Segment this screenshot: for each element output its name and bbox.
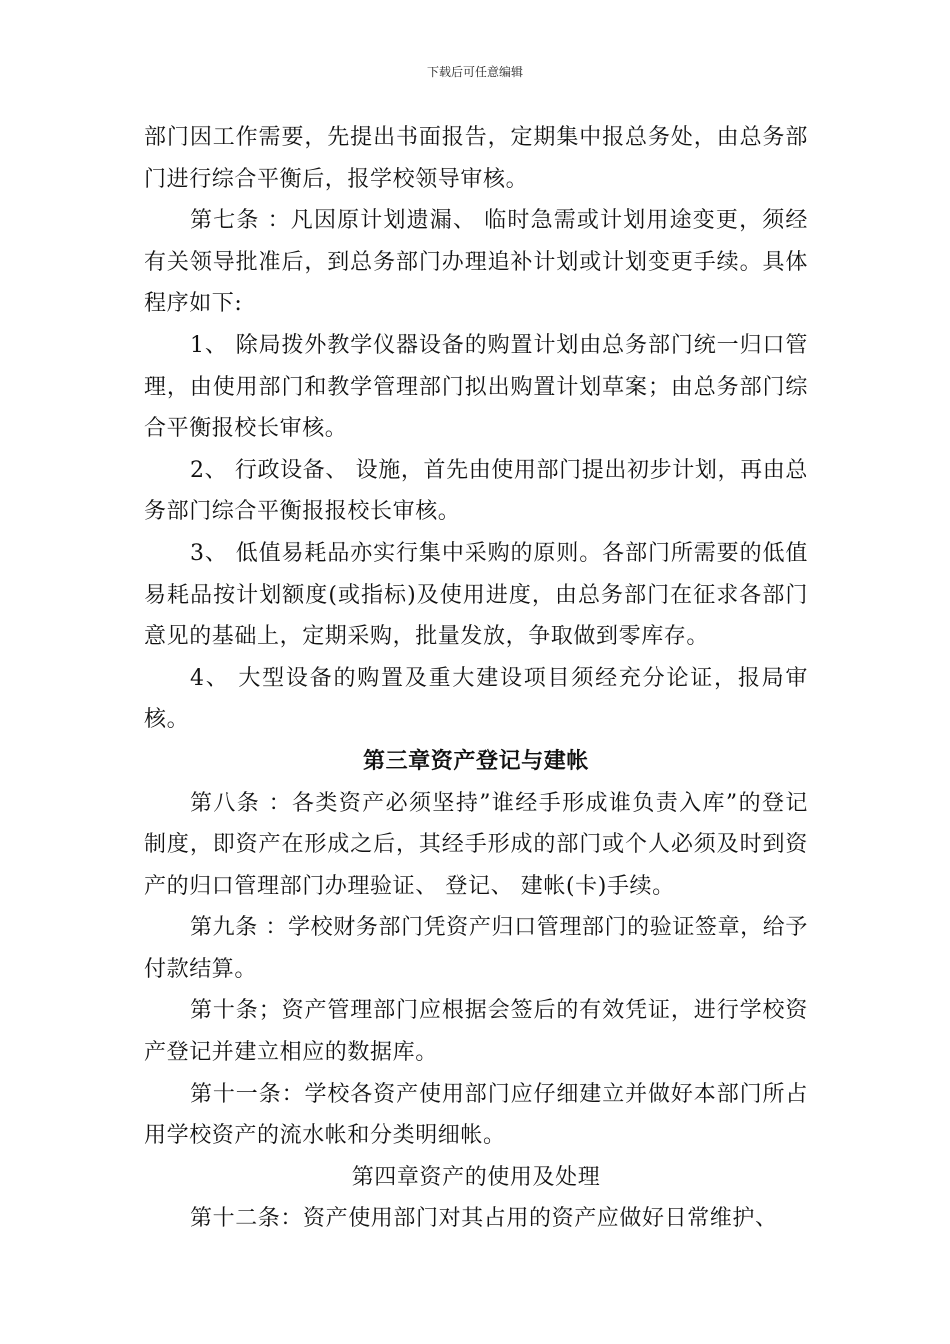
paragraph-article-10: 第十条；资产管理部门应根据会签后的有效凭证，进行学校资产登记并建立相应的数据库。 [144,998,808,1066]
paragraph-article-12: 第十二条：资产使用部门对其占用的资产应做好日常维护、 [190,1206,778,1232]
paragraph-item-1: 1、 除局拨外教学仪器设备的购置计划由总务部门统一归口管理，由使用部门和教学管理部门拟出购置计划草案；由总务部门综合平衡报校长审核。 [144,332,808,442]
paragraph-item-2: 2、 行政设备、 设施，首先由使用部门提出初步计划，再由总务部门综合平衡报报校长审核。 [144,457,808,525]
document-body [144,117,808,1240]
paragraph-continuation: 部门因工作需要，先提出书面报告，定期集中报总务处，由总务部门进行综合平衡后，报学校领导审核。 [144,125,808,192]
page-header: 下载后可任意编辑 [426,65,523,79]
paragraph-item-4: 4、 大型设备的购置及重大建设项目须经充分论证，报局审核。 [144,665,808,733]
paragraph-article-8: 第八条 ：各类资产必须坚持”谁经手形成谁负责入库”的登记制度，即资产在形成之后，其经手形成的部门或个人必须及时到资产的归口管理部门办理验证、 登记、 建帐(卡)手续。 [144,790,808,899]
paragraph-article-9: 第九条 ：学校财务部门凭资产归口管理部门的验证签章，给予付款结算。 [144,915,808,982]
paragraph-article-7: 第七条 ：凡因原计划遗漏、 临时急需或计划用途变更，须经有关领导批准后，到总务部门办理追补计划或计划变更手续。具体程序如下: [144,208,808,317]
paragraph-item-3: 3、 低值易耗品亦实行集中采购的原则。各部门所需要的低值易耗品按计划额度(或指标)及使用进度，由总务部门在征求各部门意见的基础上，定期采购，批量发放，争取做到零库存。 [144,540,808,650]
chapter-4-heading: 第四章资产的使用及处理 [351,1164,601,1190]
paragraph-article-11: 第十一条：学校各资产使用部门应仔细建立并做好本部门所占用学校资产的流水帐和分类明细帐。 [144,1081,808,1149]
chapter-3-heading: 第三章资产登记与建帐 [362,747,589,774]
